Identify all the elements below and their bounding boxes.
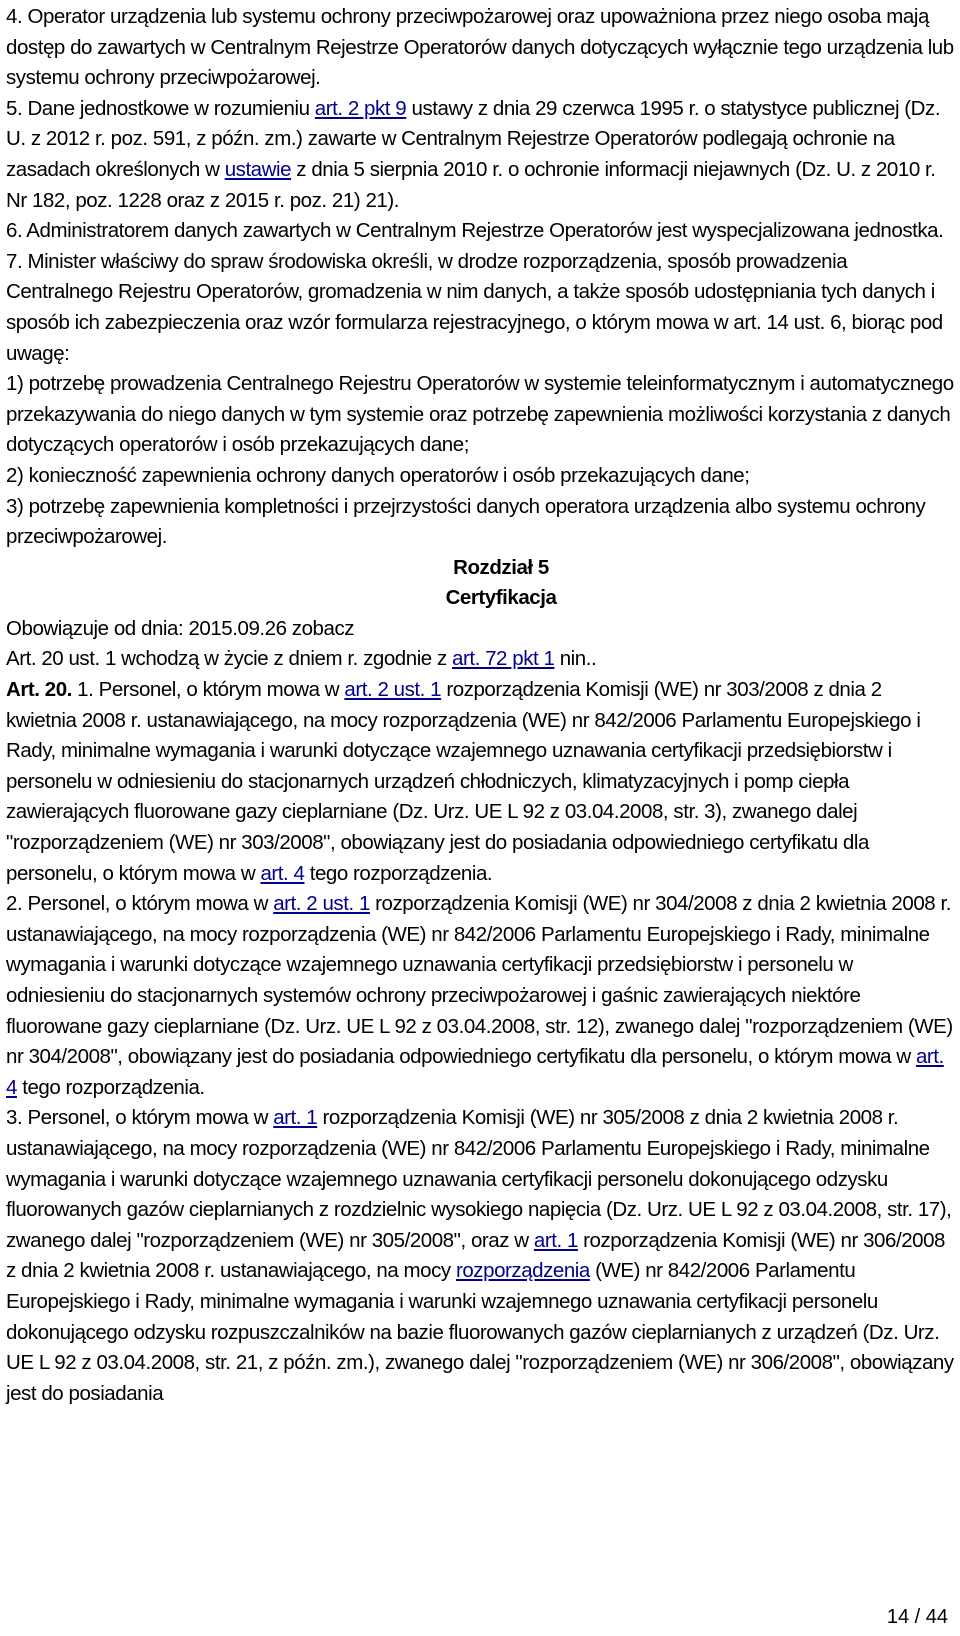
link-art-4[interactable]: art. 4 bbox=[6, 1045, 944, 1099]
paragraph-7: 7. Minister właściwy do spraw środowiska określi, w drodze rozporządzenia, sposób prowadzenia Centralnego Rejestru Operatorów, gromadzenia w nim danych, a także sposób udostępniania tych danych i sposób ich zabezpieczenia oraz wzór formularza rejestracyjnego, o którym mowa w art. 14 ust. 6, biorąc pod uwagę: bbox=[6, 249, 943, 365]
link-art-2-pkt-9[interactable]: art. 2 pkt 9 bbox=[314, 96, 407, 120]
paragraph-7-item-3: 3) potrzebę zapewnienia kompletności i przejrzystości danych operatora urządzenia albo systemu ochrony przeciwpożarowej. bbox=[6, 494, 926, 549]
chapter-title: Certyfikacja bbox=[445, 586, 557, 610]
article-20-label: Art. 20. bbox=[6, 678, 72, 702]
entry-text-2: nin.. bbox=[554, 647, 597, 671]
link-art-72-pkt-1[interactable]: art. 72 pkt 1 bbox=[452, 647, 555, 671]
paragraph-5-text-2: ustawy z dnia 29 czerwca 1995 r. o statystyce publicznej (Dz. U. z 2012 r. poz. 591, z późn. zm.) zawarte w Centralnym Rejestrze Operatorów podlegają ochronie na zasadach określonych w bbox=[6, 96, 941, 181]
paragraph-6: 6. Administratorem danych zawartych w Centralnym Rejestrze Operatorów jest wyspecjalizowana jednostka. bbox=[6, 219, 944, 243]
paragraph-5-text-3: z dnia 5 sierpnia 2010 r. o ochronie informacji niejawnych (Dz. U. z 2010 r. Nr 182, poz. 1228 oraz z 2015 r. poz. 21) 21). bbox=[6, 157, 936, 212]
article-20-2-text-1: 2. Personel, o którym mowa w bbox=[6, 892, 274, 916]
article-20-section-2 bbox=[6, 889, 956, 1103]
article-20-3-text-4: (WE) nr 842/2006 Parlamentu Europejskiego i Rady, minimalne wymagania i warunki wzajemnego uznawania certyfikacji personelu dokonującego odzysku rozpuszczalników na bazie fluorowanych gazów cieplarnianych z urządzeń (Dz. Urz. UE L 92 z 03.04.2008, str. 21, z późn. zm.), zwanego dalej "rozporządzeniem (WE) nr 306/2008", obowiązany jest do posiadania bbox=[6, 1259, 954, 1405]
link-rozporzadzenia[interactable]: rozporządzenia bbox=[455, 1259, 590, 1283]
chapter-number: Rozdział 5 bbox=[453, 555, 549, 579]
article-20-3-text-2: rozporządzenia Komisji (WE) nr 305/2008 z dnia 2 kwietnia 2008 r. ustanawiającego, na mocy rozporządzenia (WE) nr 842/2006 Parlamentu Europejskiego i Rady, minimalne wymagania i warunki dotyczące wzajemnego uznawania certyfikacji personelu dokonującego odzysku fluorowanych gazów cieplarnianych z rozdzielnic wysokiego napięcia (Dz. Urz. UE L 92 z 03.04.2008, str. 17), zwanego dalej "rozporządzeniem (WE) nr 305/2008", oraz w bbox=[6, 1106, 952, 1252]
article-20-3-text-1: 3. Personel, o którym mowa w bbox=[6, 1106, 274, 1130]
link-art-2-ust-1[interactable]: art. 2 ust. 1 bbox=[344, 678, 442, 702]
article-20-3-text-3: rozporządzenia Komisji (WE) nr 306/2008 z dnia 2 kwietnia 2008 r. ustanawiającego, na mocy bbox=[6, 1228, 946, 1283]
effective-date: Obowiązuje od dnia: 2015.09.26 zobacz bbox=[6, 616, 355, 640]
paragraph-4: 4. Operator urządzenia lub systemu ochrony przeciwpożarowej oraz upoważniona przez niego osoba mają dostęp do zawartych w Centralnym Rejestrze Operatorów danych dotyczących wyłącznie tego urządzenia lub systemu ochrony przeciwpożarowej. bbox=[6, 5, 954, 90]
link-art-1-second[interactable]: art. 1 bbox=[533, 1228, 578, 1252]
article-20-2-text-3: tego rozporządzenia. bbox=[16, 1075, 205, 1099]
article-20-1-text-3: tego rozporządzenia. bbox=[304, 861, 493, 885]
article-20-1-text-1: 1. Personel, o którym mowa w bbox=[71, 678, 345, 702]
page-number: 14 / 44 bbox=[886, 1606, 948, 1628]
entry-text-1: Art. 20 ust. 1 wchodzą w życie z dniem r. zgodnie z bbox=[6, 647, 453, 671]
article-20-2-text-2: rozporządzenia Komisji (WE) nr 304/2008 z dnia 2 kwietnia 2008 r. ustanawiającego, na mocy rozporządzenia (WE) nr 842/2006 Parlamentu Europejskiego i Rady, minimalne wymagania i warunki dotyczące wzajemnego uznawania certyfikacji przedsiębiorstw i personelu w odniesieniu do stacjonarnych systemów ochrony przeciwpożarowej i gaśnic zawierających niektóre fluorowane gazy cieplarniane (Dz. Urz. UE L 92 z 03.04.2008, str. 12), zwanego dalej "rozporządzeniem (WE) nr 304/2008", obowiązany jest do posiadania odpowiedniego certyfikatu dla personelu, o którym mowa w bbox=[6, 892, 953, 1069]
article-20-section-1 bbox=[6, 675, 956, 889]
paragraph-5-text-1: 5. Dane jednostkowe w rozumieniu bbox=[6, 96, 315, 120]
document-body bbox=[6, 2, 956, 1409]
link-art-1[interactable]: art. 1 bbox=[273, 1106, 318, 1130]
link-art-2-ust-1[interactable]: art. 2 ust. 1 bbox=[273, 892, 370, 916]
paragraph-7-item-2: 2) konieczność zapewnienia ochrony danych operatorów i osób przekazujących dane; bbox=[6, 463, 750, 487]
link-ustawie[interactable]: ustawie bbox=[224, 157, 292, 181]
paragraph-7-item-1: 1) potrzebę prowadzenia Centralnego Rejestru Operatorów w systemie teleinformatycznym i automatycznego przekazywania do niego danych w tym systemie oraz potrzebę zapewnienia możliwości korzystania z danych dotyczących operatorów i osób przekazujących dane; bbox=[6, 372, 954, 457]
entry-into-force bbox=[6, 644, 956, 675]
article-20-1-text-2: rozporządzenia Komisji (WE) nr 303/2008 z dnia 2 kwietnia 2008 r. ustanawiającego, na mocy rozporządzenia (WE) nr 842/2006 Parlamentu Europejskiego i Rady, minimalne wymagania i warunki dotyczące wzajemnego uznawania certyfikacji przedsiębiorstw i personelu w odniesieniu do stacjonarnych urządzeń chłodniczych, klimatyzacyjnych i pomp ciepła zawierających fluorowane gazy cieplarniane (Dz. Urz. UE L 92 z 03.04.2008, str. 3), zwanego dalej "rozporządzeniem (WE) nr 303/2008", obowiązany jest do posiadania odpowiedniego certyfikatu dla personelu, o którym mowa w bbox=[6, 678, 921, 885]
article-20-section-3 bbox=[6, 1103, 956, 1409]
link-art-4[interactable]: art. 4 bbox=[260, 861, 305, 885]
paragraph-5 bbox=[6, 94, 956, 216]
